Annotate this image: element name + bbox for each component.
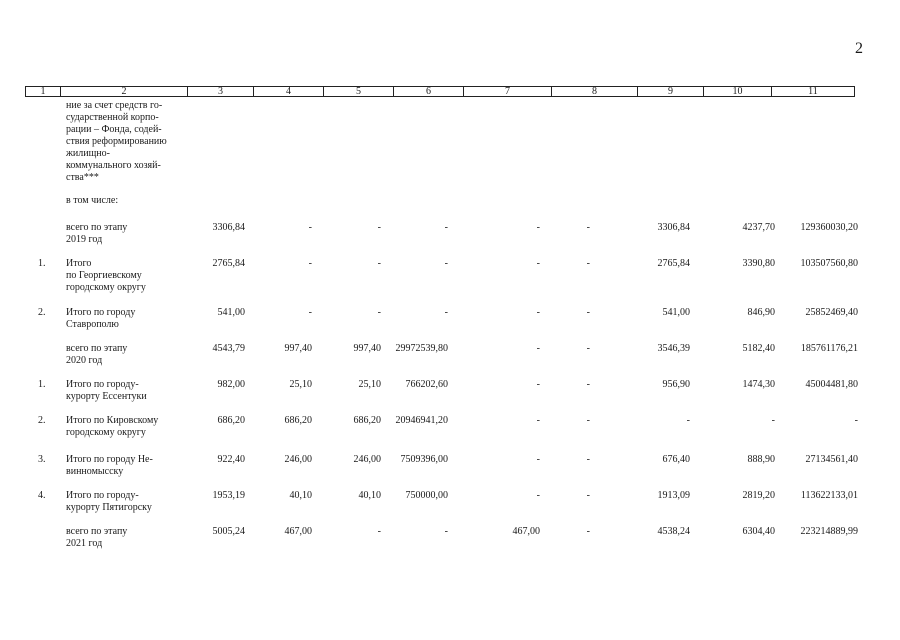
row-value: - bbox=[536, 415, 540, 426]
row-label: Итого по городу- bbox=[66, 490, 139, 501]
row-label: всего по этапу bbox=[66, 526, 128, 537]
row-value: - bbox=[536, 343, 540, 354]
column-header-11: 11 bbox=[808, 86, 818, 97]
row-value: - bbox=[586, 258, 590, 269]
row-value: 2765,84 bbox=[657, 258, 690, 269]
row-value: - bbox=[536, 454, 540, 465]
row-value: 888,90 bbox=[747, 454, 775, 465]
row-label: Итого по городу bbox=[66, 307, 136, 318]
row-value: 686,20 bbox=[353, 415, 381, 426]
row-value: - bbox=[536, 307, 540, 318]
row-value: 5005,24 bbox=[212, 526, 245, 537]
row-value: 6304,40 bbox=[742, 526, 775, 537]
table-header bbox=[25, 86, 855, 97]
row-label: 2021 год bbox=[66, 538, 103, 549]
row-value: - bbox=[308, 222, 312, 233]
row-value: - bbox=[444, 307, 448, 318]
row-value: - bbox=[586, 379, 590, 390]
column-header-2: 2 bbox=[61, 87, 188, 96]
row-value: 129360030,20 bbox=[800, 222, 858, 233]
column-header-6: 6 bbox=[394, 87, 464, 96]
continuation-line: ства*** bbox=[66, 172, 99, 183]
continuation-line: сударственной корпо- bbox=[66, 112, 159, 123]
row-value: - bbox=[444, 258, 448, 269]
row-value: 982,00 bbox=[217, 379, 245, 390]
row-value: 185761176,21 bbox=[800, 343, 858, 354]
row-value: 3306,84 bbox=[212, 222, 245, 233]
row-label: Итого по городу Не- bbox=[66, 454, 153, 465]
row-value: - bbox=[377, 222, 381, 233]
column-header-7: 7 bbox=[464, 87, 552, 96]
row-value: - bbox=[308, 307, 312, 318]
row-value: 3390,80 bbox=[742, 258, 775, 269]
row-value: 27134561,40 bbox=[805, 454, 858, 465]
row-index: 1. bbox=[38, 379, 46, 390]
row-value: 45004481,80 bbox=[805, 379, 858, 390]
row-label: всего по этапу bbox=[66, 343, 128, 354]
row-label: курорту Ессентуки bbox=[66, 391, 147, 402]
row-value: 846,90 bbox=[747, 307, 775, 318]
column-header-8: 8 bbox=[552, 87, 638, 96]
row-label: Итого bbox=[66, 258, 92, 269]
column-header-5: 5 bbox=[324, 87, 394, 96]
row-value: - bbox=[377, 258, 381, 269]
continuation-line: ние за счет средств го- bbox=[66, 100, 163, 111]
row-label: Ставрополю bbox=[66, 319, 119, 330]
row-index: 4. bbox=[38, 490, 46, 501]
row-value: 750000,00 bbox=[405, 490, 448, 501]
row-value: 40,10 bbox=[358, 490, 381, 501]
row-label: Итого по городу- bbox=[66, 379, 139, 390]
row-value: 246,00 bbox=[353, 454, 381, 465]
row-index: 2. bbox=[38, 307, 46, 318]
row-value: 686,20 bbox=[217, 415, 245, 426]
row-value: - bbox=[377, 526, 381, 537]
row-value: 223214889,99 bbox=[800, 526, 858, 537]
row-label: городскому округу bbox=[66, 427, 146, 438]
row-value: - bbox=[586, 454, 590, 465]
row-value: - bbox=[536, 258, 540, 269]
column-header-3: 3 bbox=[188, 87, 254, 96]
row-value: - bbox=[686, 415, 690, 426]
page-number: 2 bbox=[855, 40, 863, 57]
row-value: 997,40 bbox=[353, 343, 381, 354]
row-label: 2019 год bbox=[66, 234, 103, 245]
row-label: курорту Пятигорску bbox=[66, 502, 152, 513]
row-value: - bbox=[771, 415, 775, 426]
row-value: 922,40 bbox=[217, 454, 245, 465]
in-that-number-label: в том числе: bbox=[66, 195, 119, 206]
row-value: - bbox=[586, 415, 590, 426]
row-value: - bbox=[444, 526, 448, 537]
row-value: 25,10 bbox=[289, 379, 312, 390]
row-label: Итого по Кировскому bbox=[66, 415, 159, 426]
row-value: 113622133,01 bbox=[800, 490, 858, 501]
row-value: 766202,60 bbox=[405, 379, 448, 390]
row-value: 246,00 bbox=[284, 454, 312, 465]
row-value: 541,00 bbox=[662, 307, 690, 318]
row-value: 676,40 bbox=[662, 454, 690, 465]
row-value: 25,10 bbox=[358, 379, 381, 390]
row-value: 467,00 bbox=[512, 526, 540, 537]
row-value: - bbox=[536, 222, 540, 233]
row-value: - bbox=[586, 490, 590, 501]
row-value: 7509396,00 bbox=[400, 454, 448, 465]
row-value: 1474,30 bbox=[742, 379, 775, 390]
row-index: 2. bbox=[38, 415, 46, 426]
row-value: 1953,19 bbox=[212, 490, 245, 501]
row-value: 2765,84 bbox=[212, 258, 245, 269]
row-value: 5182,40 bbox=[742, 343, 775, 354]
continuation-line: ствия реформированию bbox=[66, 136, 167, 147]
row-value: - bbox=[854, 415, 858, 426]
row-value: 467,00 bbox=[284, 526, 312, 537]
row-value: 4538,24 bbox=[657, 526, 690, 537]
row-value: 103507560,80 bbox=[800, 258, 858, 269]
row-value: 956,90 bbox=[662, 379, 690, 390]
row-value: - bbox=[377, 307, 381, 318]
row-value: 29972539,80 bbox=[395, 343, 448, 354]
row-label: по Георгиевскому bbox=[66, 270, 142, 281]
row-value: 2819,20 bbox=[742, 490, 775, 501]
continuation-line: коммунального хозяй- bbox=[66, 160, 161, 171]
row-value: - bbox=[444, 222, 448, 233]
row-value: 3546,39 bbox=[657, 343, 690, 354]
column-header-4: 4 bbox=[254, 87, 324, 96]
row-label: винномысску bbox=[66, 466, 124, 477]
row-value: 686,20 bbox=[284, 415, 312, 426]
column-header-1: 1 bbox=[26, 87, 61, 96]
row-value: - bbox=[586, 307, 590, 318]
row-label: всего по этапу bbox=[66, 222, 128, 233]
row-value: 4543,79 bbox=[212, 343, 245, 354]
row-value: 541,00 bbox=[217, 307, 245, 318]
row-value: 3306,84 bbox=[657, 222, 690, 233]
column-header-10: 10 bbox=[704, 87, 772, 96]
row-value: 1913,09 bbox=[657, 490, 690, 501]
row-index: 3. bbox=[38, 454, 46, 465]
row-value: 4237,70 bbox=[742, 222, 775, 233]
row-value: 20946941,20 bbox=[395, 415, 448, 426]
row-value: - bbox=[586, 222, 590, 233]
row-index: 1. bbox=[38, 258, 46, 269]
row-value: 997,40 bbox=[284, 343, 312, 354]
row-value: 25852469,40 bbox=[805, 307, 858, 318]
row-value: - bbox=[308, 258, 312, 269]
row-value: 40,10 bbox=[289, 490, 312, 501]
row-value: - bbox=[586, 343, 590, 354]
column-header-9: 9 bbox=[638, 87, 704, 96]
row-value: - bbox=[536, 379, 540, 390]
row-label: городскому округу bbox=[66, 282, 146, 293]
row-value: - bbox=[536, 490, 540, 501]
row-value: - bbox=[586, 526, 590, 537]
row-label: 2020 год bbox=[66, 355, 103, 366]
continuation-line: рации – Фонда, содей- bbox=[66, 124, 162, 135]
continuation-line: жилищно- bbox=[66, 148, 110, 159]
